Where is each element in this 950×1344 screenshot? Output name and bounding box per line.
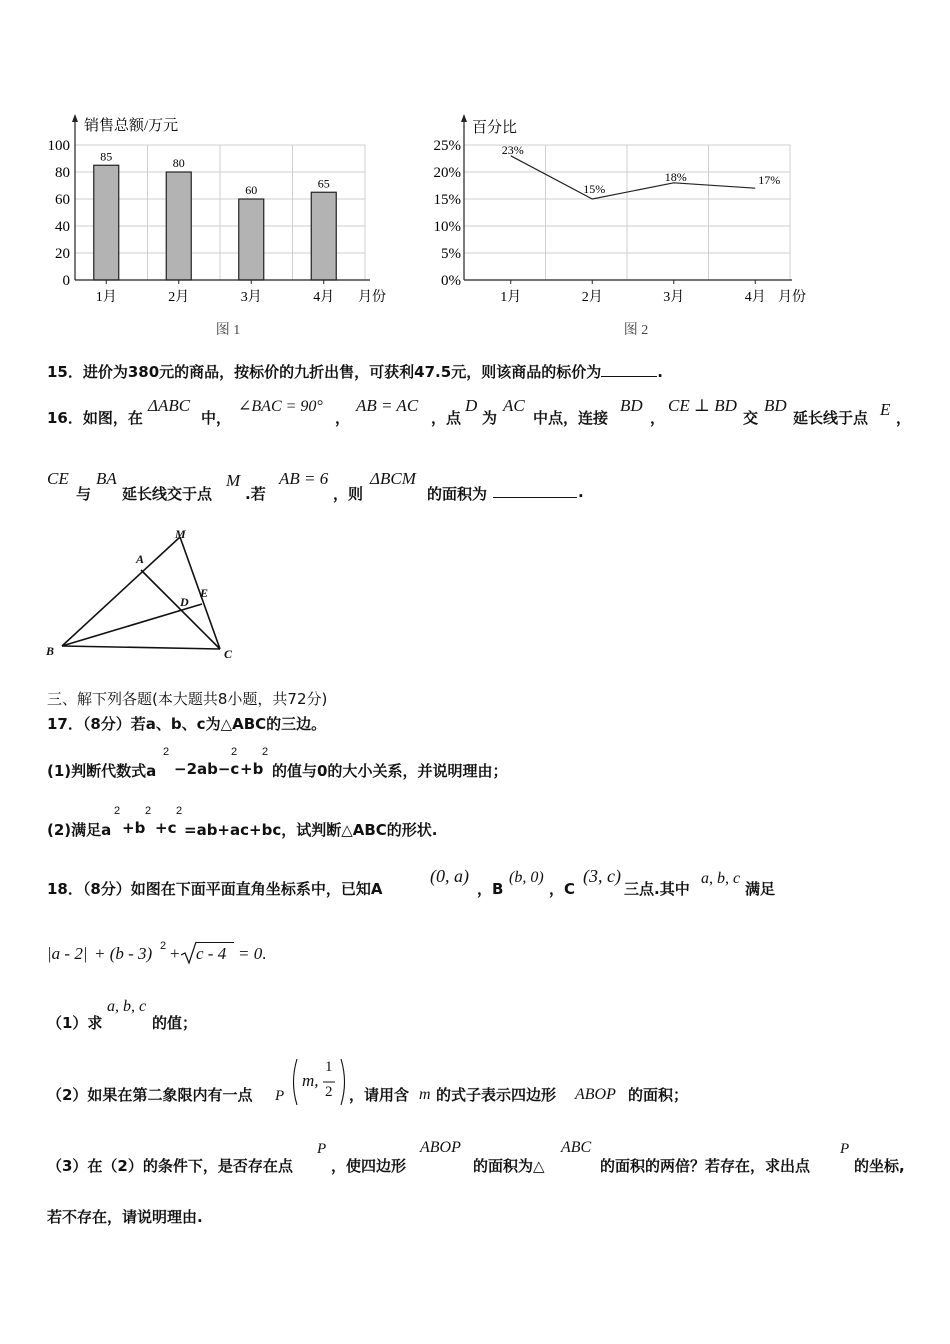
exponent: 2 xyxy=(163,746,170,758)
q16-text: .若 xyxy=(245,485,266,503)
y-tick-label: 15% xyxy=(433,192,461,208)
label-a: A xyxy=(136,552,145,566)
data-label: 17% xyxy=(758,173,781,188)
x-tick-label: 3月 xyxy=(240,290,262,305)
q16-text: 中， xyxy=(201,409,232,427)
q17-part1-term: +b xyxy=(240,760,264,778)
q16-triangle-bcm: ΔBCM xyxy=(370,469,416,488)
q16-var-m: M xyxy=(226,471,241,490)
q17-part1-term: −2ab−c xyxy=(174,760,240,778)
line-ac xyxy=(141,570,220,649)
bar-chart xyxy=(40,108,400,348)
line-bc xyxy=(62,646,220,649)
q18-part3-abop: ABOP xyxy=(420,1139,461,1156)
y-axis-title: 销售总额/万元 xyxy=(84,118,179,134)
q16-text: 中点，连接 xyxy=(533,409,609,427)
question-15 xyxy=(47,361,663,382)
label-b: B xyxy=(46,644,55,658)
q16-text: 交 xyxy=(743,409,759,427)
q18-part3-p: P xyxy=(840,1141,850,1157)
bar xyxy=(166,172,191,280)
q17-part1-lead: (1)判断代数式a xyxy=(47,762,157,780)
q18-part2-text: ，请用含 xyxy=(349,1086,410,1104)
y-tick-label: 80 xyxy=(55,165,70,181)
q18-part2-tail: 的面积； xyxy=(628,1086,689,1104)
sqrt-bar xyxy=(196,942,234,943)
q18-part2-numerator: 1 xyxy=(325,1059,333,1075)
q18-part3-line2: 若不存在，请说明理由. xyxy=(47,1208,203,1226)
data-label: 23% xyxy=(501,142,524,157)
y-tick-label: 25% xyxy=(433,138,461,154)
line-be xyxy=(62,604,202,646)
q17-part2-term: +b xyxy=(122,819,146,837)
q18-part1-vars: a, b, c xyxy=(107,998,147,1015)
exponent: 2 xyxy=(231,746,238,758)
q16-var-d: D xyxy=(465,396,478,415)
exponent: 2 xyxy=(114,805,121,817)
exponent: 2 xyxy=(262,746,269,758)
q18-vars: a, b, c xyxy=(701,870,741,887)
q16-text: 延长线于点 xyxy=(793,409,869,427)
q16-angle: ∠BAC = 90° xyxy=(238,398,323,415)
q16-text: 的面积为 xyxy=(427,485,488,503)
q16-ab-ac: AB = AC xyxy=(356,396,419,415)
x-tick-label: 4月 xyxy=(744,290,766,305)
q18-part2-denominator: 2 xyxy=(325,1084,333,1100)
bar xyxy=(239,199,264,280)
q18-part2-p: P xyxy=(275,1088,285,1104)
q18-part3-text: 的面积为△ xyxy=(473,1157,545,1175)
q16-var-e: E xyxy=(880,400,891,419)
label-c: C xyxy=(224,647,233,661)
data-label: 65 xyxy=(317,176,330,191)
section-heading: 三、解下列各题(本大题共8小题，共72分) xyxy=(47,690,328,708)
x-tick-label: 4月 xyxy=(313,290,335,305)
data-label: 80 xyxy=(172,156,185,170)
q18-plus: + xyxy=(170,944,180,963)
y-tick-label: 20 xyxy=(55,246,70,262)
chart-caption: 图 2 xyxy=(623,323,649,338)
y-tick-label: 5% xyxy=(441,246,461,262)
bar xyxy=(311,192,336,280)
exponent: 2 xyxy=(145,805,152,817)
series-line xyxy=(511,156,756,199)
q16-text: ， xyxy=(650,409,666,427)
y-axis-arrow xyxy=(461,114,467,122)
q16-triangle-abc: ΔABC xyxy=(148,396,191,415)
x-axis-title: 月份 xyxy=(358,290,386,305)
q17-part2-lead: (2)满足a xyxy=(47,821,112,839)
paren-icon xyxy=(289,1056,349,1108)
q18-part1-lead: （1）求 xyxy=(47,1014,103,1032)
q17-part2-term: +c xyxy=(155,819,177,837)
q18-point-b: (b, 0) xyxy=(509,869,544,886)
line-chart xyxy=(420,108,820,348)
exponent: 2 xyxy=(176,805,183,817)
q18-part3-tail: 的坐标, xyxy=(854,1157,905,1175)
y-axis-arrow xyxy=(72,114,78,122)
q16-var-ac: AC xyxy=(503,396,525,415)
q16-var-ba: BA xyxy=(96,469,117,488)
x-tick-label: 2月 xyxy=(168,290,190,305)
q18-part1-tail: 的值； xyxy=(152,1014,198,1032)
bar xyxy=(94,165,119,280)
q18-part3-text: ，使四边形 xyxy=(331,1157,407,1175)
y-tick-label: 100 xyxy=(47,138,70,154)
q16-ab-6: AB = 6 xyxy=(279,469,329,488)
q16-var-bd: BD xyxy=(620,396,643,415)
q16-number: 16．如图，在 xyxy=(47,409,143,427)
q18-part2-text: 的式子表示四边形 xyxy=(436,1086,557,1104)
x-tick-label: 1月 xyxy=(95,290,117,305)
q15-end: . xyxy=(657,363,663,381)
x-tick-label: 2月 xyxy=(581,290,603,305)
q16-var-bd: BD xyxy=(764,396,787,415)
q16-text: 延长线交于点 xyxy=(122,485,213,503)
y-axis-title: 百分比 xyxy=(472,120,518,136)
data-label: 18% xyxy=(664,169,687,184)
q18-part2-mvar: m xyxy=(419,1086,431,1103)
q17-heading: 17．（8分）若a、b、c为△ABC的三边。 xyxy=(47,715,327,733)
q18-eq-tail: = 0 xyxy=(238,944,263,963)
q18-part3-text: 的面积的两倍？若存在，求出点 xyxy=(600,1157,811,1175)
y-tick-label: 10% xyxy=(433,219,461,235)
q18-square-term: + (b - 3) xyxy=(94,944,153,963)
exponent: 2 xyxy=(160,940,167,952)
q16-text: 与 xyxy=(76,485,92,503)
q15-text: 15．进价为380元的商品，按标价的九折出售，可获利47.5元，则该商品的标价为 xyxy=(47,363,602,381)
q16-text: ， xyxy=(335,409,351,427)
data-label: 60 xyxy=(245,183,258,197)
q16-text: ，点 xyxy=(431,409,462,427)
q16-answer-blank[interactable] xyxy=(493,483,577,502)
q18-eq-dot: . xyxy=(262,944,267,963)
x-tick-label: 1月 xyxy=(500,290,522,305)
q18-point-a: (0, a) xyxy=(430,866,469,886)
q18-part2-lead: （2）如果在第二象限内有一点 xyxy=(47,1086,253,1104)
q17-part1-tail: 的值与0的大小关系，并说明理由； xyxy=(272,762,508,780)
q18-part2-m: m, xyxy=(302,1071,319,1090)
label-e: E xyxy=(200,586,209,600)
y-tick-label: 0 xyxy=(62,273,70,289)
q18-text: 满足 xyxy=(745,880,776,898)
q18-sep: ，B xyxy=(477,880,504,898)
q17-part2-tail: =ab+ac+bc，试判断△ABC的形状. xyxy=(184,821,438,839)
q17-part1 xyxy=(47,760,156,781)
x-axis-title: 月份 xyxy=(778,290,806,305)
q18-sep: ，C xyxy=(549,880,576,898)
q16-var-ce: CE xyxy=(47,469,69,488)
data-label: 85 xyxy=(100,149,113,164)
q16-end: . xyxy=(578,483,584,501)
q18-root-term: c - 4 xyxy=(196,944,227,963)
q18-part3-abc: ABC xyxy=(561,1139,592,1156)
q16-text: ， xyxy=(896,409,912,427)
q16-ce-perp-bd: CE ⊥ BD xyxy=(668,396,737,415)
q18-heading: 18．（8分）如图在下面平面直角坐标系中，已知A xyxy=(47,880,383,898)
y-tick-label: 40 xyxy=(55,219,70,235)
data-label: 15% xyxy=(583,182,606,196)
q15-answer-blank[interactable] xyxy=(601,364,657,377)
label-m: M xyxy=(175,527,186,541)
label-d: D xyxy=(180,595,189,609)
q16-text: ，则 xyxy=(333,485,364,503)
x-tick-label: 3月 xyxy=(663,290,685,305)
q18-part3-lead: （3）在（2）的条件下，是否存在点 xyxy=(47,1157,293,1175)
q18-part3-p: P xyxy=(317,1141,327,1157)
q18-text: 三点.其中 xyxy=(624,880,690,898)
triangle-figure xyxy=(40,522,260,667)
y-tick-label: 0% xyxy=(441,273,461,289)
y-tick-label: 20% xyxy=(433,165,461,181)
q16-text: 为 xyxy=(482,409,498,427)
q18-point-c: (3, c) xyxy=(583,866,621,886)
q18-part2-abop: ABOP xyxy=(575,1086,616,1103)
chart-caption: 图 1 xyxy=(215,323,241,338)
q18-abs-term: |a - 2| xyxy=(47,944,88,963)
y-tick-label: 60 xyxy=(55,192,70,208)
